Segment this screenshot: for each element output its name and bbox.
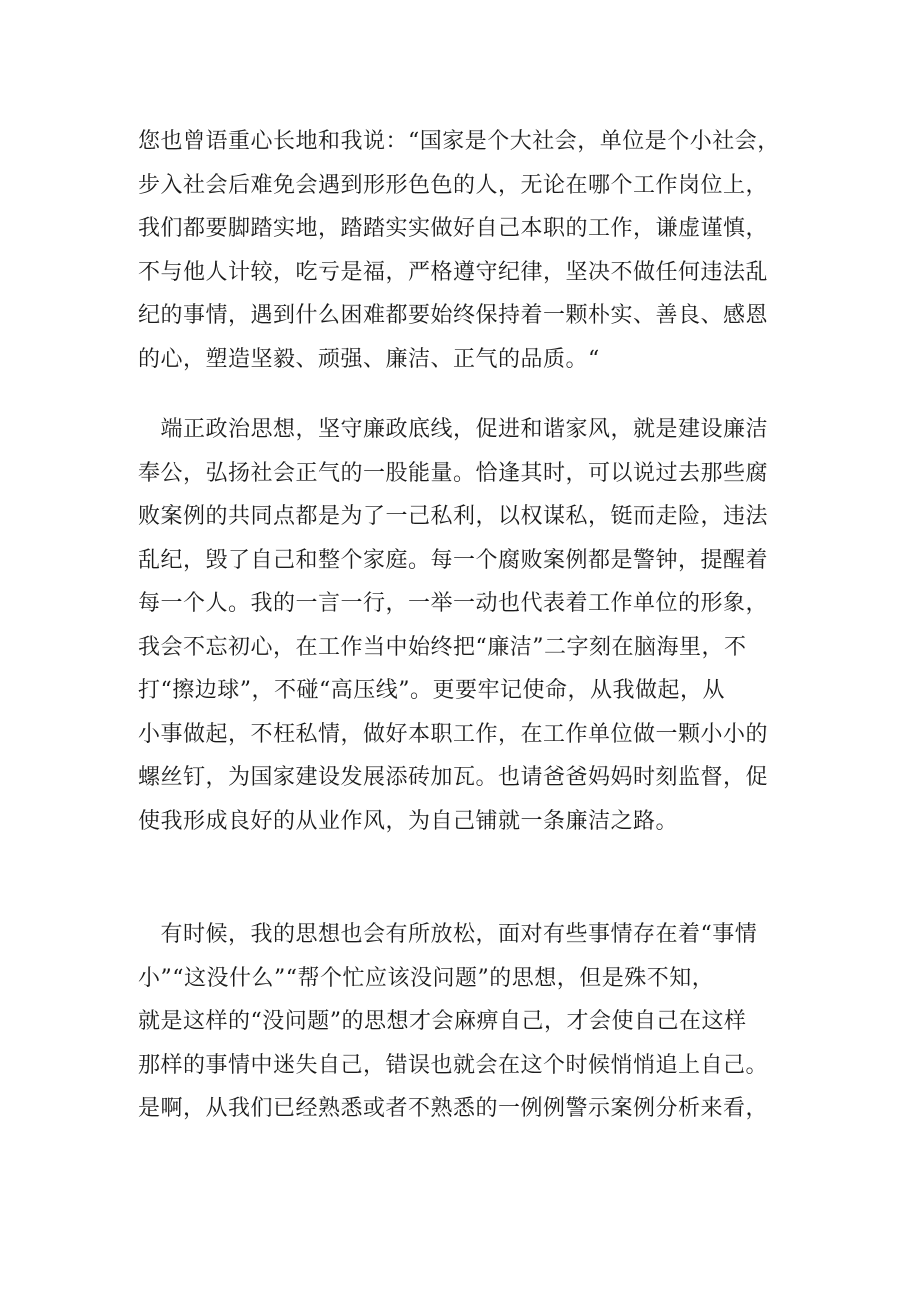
- text-line: 端正政治思想，坚守廉政底线，促进和谐家风，就是建设廉洁: [138, 417, 769, 442]
- text-line: 就是这样的“没问题”的思想才会麻痹自己，才会使自己在这样: [138, 1009, 747, 1034]
- text-line: 打“擦边球”，不碰“高压线”。更要牢记使命，从我做起，从: [138, 678, 725, 703]
- text-line: 使我形成良好的从业作风，为自己铺就一条廉洁之路。: [138, 808, 679, 834]
- paragraph-3: [138, 913, 788, 1131]
- text-line: 那样的事情中迷失自己，错误也就会在这个时候悄悄追上自己。: [138, 1052, 769, 1078]
- text-line: 纪的事情，遇到什么困难都要始终保持着一颗朴实、善良、感恩: [138, 303, 769, 328]
- text-line: 我会不忘初心，在工作当中始终把“廉洁”二字刻在脑海里，不: [138, 634, 747, 660]
- text-line: 奉公，弘扬社会正气的一股能量。恰逢其时，可以说过去那些腐: [138, 460, 769, 486]
- text-line: 螺丝钉，为国家建设发展添砖加瓦。也请爸爸妈妈时刻监督，促: [138, 765, 769, 790]
- text-line: 有时候，我的思想也会有所放松，面对有些事情存在着“事情: [138, 922, 758, 947]
- text-line: 是啊，从我们已经熟悉或者不熟悉的一例例警示案例分析来看，: [138, 1096, 769, 1121]
- text-line: 步入社会后难免会遇到形形色色的人，无论在哪个工作岗位上，: [138, 172, 769, 198]
- paragraph-2: [138, 408, 788, 843]
- text-line: 小”“这没什么”“帮个忙应该没问题”的思想，但是殊不知，: [138, 965, 715, 991]
- paragraph-1: [138, 120, 788, 381]
- text-line: 乱纪，毁了自己和整个家庭。每一个腐败案例都是警钟，提醒着: [138, 547, 769, 573]
- text-line: 小事做起，不枉私情，做好本职工作，在工作单位做一颗小小的: [138, 721, 769, 747]
- text-line: 不与他人计较，吃亏是福，严格遵守纪律，坚决不做任何违法乱: [138, 259, 769, 285]
- text-line: 的心，塑造坚毅、顽强、廉洁、正气的品质。“: [138, 346, 600, 372]
- text-line: 每一个人。我的一言一行，一举一动也代表着工作单位的形象，: [138, 591, 769, 616]
- text-line: 败案例的共同点都是为了一己私利，以权谋私，铤而走险，违法: [138, 504, 769, 529]
- text-line: 您也曾语重心长地和我说：“国家是个大社会，单位是个小社会，: [138, 129, 780, 154]
- text-line: 我们都要脚踏实地，踏踏实实做好自己本职的工作，谦虚谨慎，: [138, 216, 769, 241]
